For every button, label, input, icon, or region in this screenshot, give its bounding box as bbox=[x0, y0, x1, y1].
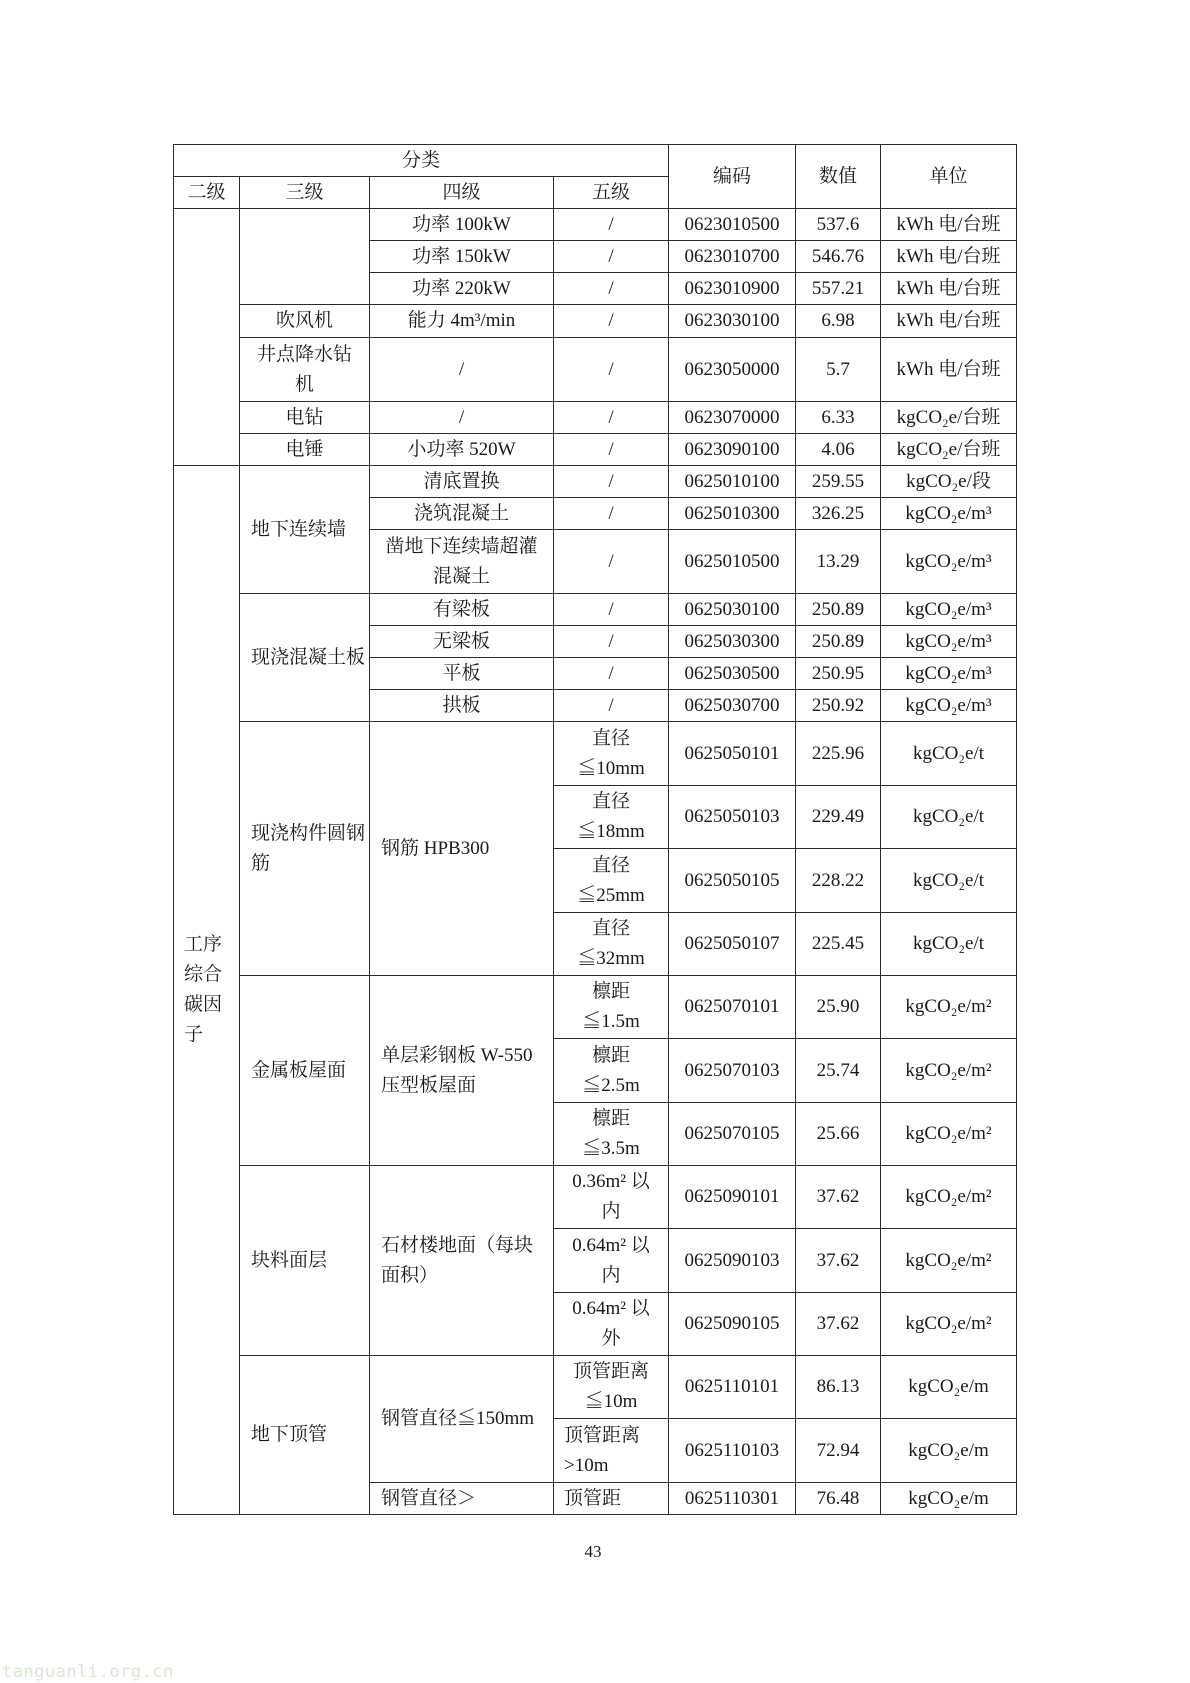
level4-cell: 有梁板 bbox=[370, 594, 554, 626]
level5-cell: 顶管距 bbox=[554, 1483, 669, 1515]
header-code: 编码 bbox=[669, 145, 796, 209]
page-number: 43 bbox=[584, 1542, 602, 1561]
level3-cell: 金属板屋面 bbox=[240, 976, 370, 1166]
table-row bbox=[174, 976, 1017, 1039]
level2-cell bbox=[174, 209, 240, 466]
level4-cell: 拱板 bbox=[370, 690, 554, 722]
value-cell: 225.45 bbox=[796, 913, 881, 976]
level4-cell: 平板 bbox=[370, 658, 554, 690]
code-cell: 0623090100 bbox=[669, 434, 796, 466]
value-cell: 37.62 bbox=[796, 1229, 881, 1293]
watermark: tanguanli.org.cn bbox=[2, 1662, 174, 1682]
value-cell: 326.25 bbox=[796, 498, 881, 530]
unit-cell: kgCO₂e/t bbox=[881, 786, 1017, 849]
level5-cell: / bbox=[554, 690, 669, 722]
level5-cell: 顶管距离≦10m bbox=[554, 1356, 669, 1419]
level4-cell: 小功率 520W bbox=[370, 434, 554, 466]
level4-cell: 凿地下连续墙超灌混凝土 bbox=[370, 530, 554, 594]
code-cell: 0625030300 bbox=[669, 626, 796, 658]
code-cell: 0625070101 bbox=[669, 976, 796, 1039]
value-cell: 4.06 bbox=[796, 434, 881, 466]
level2-cell: 工序综合碳因子 bbox=[174, 466, 240, 1515]
level4-cell: / bbox=[370, 402, 554, 434]
level3-cell: 现浇构件圆钢筋 bbox=[240, 722, 370, 976]
value-cell: 86.13 bbox=[796, 1356, 881, 1419]
level4-cell: 无梁板 bbox=[370, 626, 554, 658]
unit-cell: kgCO₂e/m² bbox=[881, 1039, 1017, 1103]
value-cell: 6.98 bbox=[796, 305, 881, 338]
code-cell: 0625090103 bbox=[669, 1229, 796, 1293]
level3-cell: 地下连续墙 bbox=[240, 466, 370, 594]
code-cell: 0623070000 bbox=[669, 402, 796, 434]
unit-cell: kgCO₂e/m³ bbox=[881, 690, 1017, 722]
code-cell: 0623010900 bbox=[669, 273, 796, 305]
code-cell: 0625010500 bbox=[669, 530, 796, 594]
code-cell: 0625050103 bbox=[669, 786, 796, 849]
value-cell: 229.49 bbox=[796, 786, 881, 849]
unit-cell: kgCO₂e/m² bbox=[881, 1293, 1017, 1356]
level4-cell: 石材楼地面（每块面积） bbox=[370, 1166, 554, 1356]
value-cell: 37.62 bbox=[796, 1166, 881, 1229]
level5-cell: / bbox=[554, 626, 669, 658]
unit-cell: kgCO₂e/m² bbox=[881, 976, 1017, 1039]
code-cell: 0625070103 bbox=[669, 1039, 796, 1103]
level3-cell: 吹风机 bbox=[240, 305, 370, 338]
code-cell: 0625010300 bbox=[669, 498, 796, 530]
code-cell: 0625090105 bbox=[669, 1293, 796, 1356]
level3-cell: 电锤 bbox=[240, 434, 370, 466]
code-cell: 0623030100 bbox=[669, 305, 796, 338]
unit-cell: kgCO₂e/t bbox=[881, 913, 1017, 976]
unit-cell: kWh 电/台班 bbox=[881, 209, 1017, 241]
level5-cell: 顶管距离>10m bbox=[554, 1419, 669, 1483]
level5-cell: 直径≦32mm bbox=[554, 913, 669, 976]
value-cell: 6.33 bbox=[796, 402, 881, 434]
level5-cell: / bbox=[554, 305, 669, 338]
header-level3: 三级 bbox=[240, 177, 370, 209]
table-row bbox=[174, 305, 1017, 338]
value-cell: 37.62 bbox=[796, 1293, 881, 1356]
value-cell: 25.74 bbox=[796, 1039, 881, 1103]
level5-cell: / bbox=[554, 402, 669, 434]
level5-cell: 直径≦25mm bbox=[554, 849, 669, 913]
level5-cell: / bbox=[554, 658, 669, 690]
unit-cell: kgCO₂e/m³ bbox=[881, 498, 1017, 530]
unit-cell: kgCO₂e/m² bbox=[881, 1166, 1017, 1229]
level5-cell: 直径≦10mm bbox=[554, 722, 669, 786]
level5-cell: 0.64m² 以外 bbox=[554, 1293, 669, 1356]
level5-cell: / bbox=[554, 530, 669, 594]
level5-cell: / bbox=[554, 498, 669, 530]
unit-cell: kgCO₂e/m³ bbox=[881, 626, 1017, 658]
level3-cell: 井点降水钻机 bbox=[240, 338, 370, 402]
unit-cell: kgCO₂e/m bbox=[881, 1419, 1017, 1483]
code-cell: 0625030700 bbox=[669, 690, 796, 722]
value-cell: 72.94 bbox=[796, 1419, 881, 1483]
level5-cell: / bbox=[554, 273, 669, 305]
header-category: 分类 bbox=[174, 145, 669, 177]
code-cell: 0625110103 bbox=[669, 1419, 796, 1483]
level4-cell: / bbox=[370, 338, 554, 402]
level3-cell: 块料面层 bbox=[240, 1166, 370, 1356]
level3-cell: 地下顶管 bbox=[240, 1356, 370, 1515]
table-row bbox=[174, 466, 1017, 498]
unit-cell: kgCO₂e/m³ bbox=[881, 594, 1017, 626]
table-row bbox=[174, 1166, 1017, 1229]
code-cell: 0625070105 bbox=[669, 1103, 796, 1166]
level5-cell: 直径≦18mm bbox=[554, 786, 669, 849]
level5-cell: 檩距≦1.5m bbox=[554, 976, 669, 1039]
unit-cell: kgCO₂e/m bbox=[881, 1356, 1017, 1419]
level4-cell: 浇筑混凝土 bbox=[370, 498, 554, 530]
value-cell: 557.21 bbox=[796, 273, 881, 305]
code-cell: 0625030100 bbox=[669, 594, 796, 626]
table-row bbox=[174, 338, 1017, 402]
value-cell: 259.55 bbox=[796, 466, 881, 498]
value-cell: 25.66 bbox=[796, 1103, 881, 1166]
header-value: 数值 bbox=[796, 145, 881, 209]
value-cell: 537.6 bbox=[796, 209, 881, 241]
code-cell: 0623010700 bbox=[669, 241, 796, 273]
unit-cell: kgCO₂e/t bbox=[881, 722, 1017, 786]
unit-cell: kgCO₂e/m³ bbox=[881, 658, 1017, 690]
level4-cell: 钢管直径＞ bbox=[370, 1483, 554, 1515]
code-cell: 0625050107 bbox=[669, 913, 796, 976]
level5-cell: / bbox=[554, 594, 669, 626]
table-row bbox=[174, 402, 1017, 434]
level4-cell: 钢筋 HPB300 bbox=[370, 722, 554, 976]
level3-cell: 电钻 bbox=[240, 402, 370, 434]
value-cell: 13.29 bbox=[796, 530, 881, 594]
header-level2: 二级 bbox=[174, 177, 240, 209]
table-row bbox=[174, 722, 1017, 786]
code-cell: 0623050000 bbox=[669, 338, 796, 402]
level5-cell: 0.64m² 以内 bbox=[554, 1229, 669, 1293]
code-cell: 0625110101 bbox=[669, 1356, 796, 1419]
code-cell: 0625050101 bbox=[669, 722, 796, 786]
unit-cell: kWh 电/台班 bbox=[881, 241, 1017, 273]
value-cell: 250.89 bbox=[796, 594, 881, 626]
unit-cell: kgCO₂e/m² bbox=[881, 1103, 1017, 1166]
level5-cell: / bbox=[554, 209, 669, 241]
header-level4: 四级 bbox=[370, 177, 554, 209]
level5-cell: / bbox=[554, 338, 669, 402]
unit-cell: kWh 电/台班 bbox=[881, 338, 1017, 402]
code-cell: 0625030500 bbox=[669, 658, 796, 690]
code-cell: 0625050105 bbox=[669, 849, 796, 913]
value-cell: 76.48 bbox=[796, 1483, 881, 1515]
value-cell: 250.92 bbox=[796, 690, 881, 722]
unit-cell: kgCO₂e/段 bbox=[881, 466, 1017, 498]
unit-cell: kgCO₂e/t bbox=[881, 849, 1017, 913]
carbon-factor-table bbox=[173, 144, 1017, 1515]
level4-cell: 功率 150kW bbox=[370, 241, 554, 273]
unit-cell: kgCO₂e/m² bbox=[881, 1229, 1017, 1293]
level4-cell: 钢管直径≦150mm bbox=[370, 1356, 554, 1483]
code-cell: 0625090101 bbox=[669, 1166, 796, 1229]
table-row bbox=[174, 594, 1017, 626]
level5-cell: 檩距≦3.5m bbox=[554, 1103, 669, 1166]
code-cell: 0625010100 bbox=[669, 466, 796, 498]
table-row bbox=[174, 434, 1017, 466]
value-cell: 5.7 bbox=[796, 338, 881, 402]
value-cell: 228.22 bbox=[796, 849, 881, 913]
value-cell: 546.76 bbox=[796, 241, 881, 273]
header-unit: 单位 bbox=[881, 145, 1017, 209]
table-row bbox=[174, 209, 1017, 241]
level4-cell: 功率 220kW bbox=[370, 273, 554, 305]
level5-cell: 0.36m² 以内 bbox=[554, 1166, 669, 1229]
unit-cell: kgCO₂e/m bbox=[881, 1483, 1017, 1515]
level5-cell: 檩距≦2.5m bbox=[554, 1039, 669, 1103]
level4-cell: 清底置换 bbox=[370, 466, 554, 498]
level4-cell: 功率 100kW bbox=[370, 209, 554, 241]
table-row bbox=[174, 1356, 1017, 1419]
unit-cell: kgCO₂e/台班 bbox=[881, 434, 1017, 466]
value-cell: 25.90 bbox=[796, 976, 881, 1039]
level3-cell bbox=[240, 209, 370, 305]
code-cell: 0623010500 bbox=[669, 209, 796, 241]
header-level5: 五级 bbox=[554, 177, 669, 209]
level5-cell: / bbox=[554, 466, 669, 498]
unit-cell: kWh 电/台班 bbox=[881, 305, 1017, 338]
unit-cell: kgCO₂e/台班 bbox=[881, 402, 1017, 434]
value-cell: 225.96 bbox=[796, 722, 881, 786]
unit-cell: kWh 电/台班 bbox=[881, 273, 1017, 305]
level5-cell: / bbox=[554, 434, 669, 466]
level5-cell: / bbox=[554, 241, 669, 273]
value-cell: 250.95 bbox=[796, 658, 881, 690]
value-cell: 250.89 bbox=[796, 626, 881, 658]
unit-cell: kgCO₂e/m³ bbox=[881, 530, 1017, 594]
level4-cell: 单层彩钢板 W-550 压型板屋面 bbox=[370, 976, 554, 1166]
code-cell: 0625110301 bbox=[669, 1483, 796, 1515]
level4-cell: 能力 4m³/min bbox=[370, 305, 554, 338]
level3-cell: 现浇混凝土板 bbox=[240, 594, 370, 722]
